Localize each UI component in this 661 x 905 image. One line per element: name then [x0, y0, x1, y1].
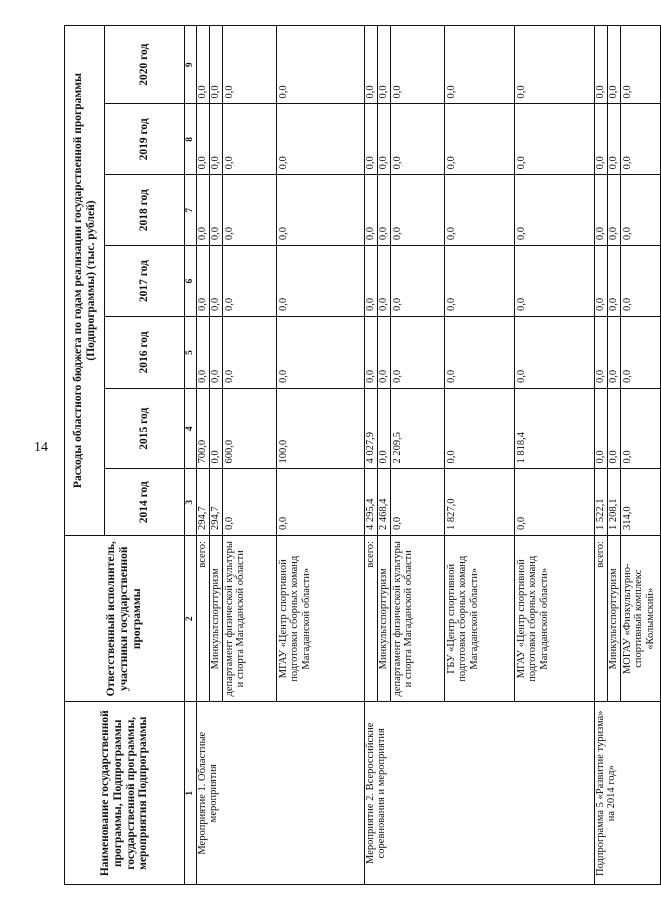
value-cell: 1 522,1	[594, 469, 607, 536]
table-row	[594, 26, 607, 885]
value-cell: 0,0	[607, 175, 620, 246]
value-cell: 0,0	[276, 317, 364, 389]
value-cell: 0,0	[209, 175, 222, 246]
expenses-table-sheet	[64, 25, 657, 885]
col-number-5: 5	[185, 317, 197, 389]
value-cell: 0,0	[377, 26, 390, 104]
value-cell: 0,0	[390, 317, 444, 389]
value-cell: 1 818,4	[514, 388, 594, 469]
executor-cell: департамент физической культуры и спорта Магаданской области	[390, 536, 444, 702]
value-cell: 0,0	[620, 246, 660, 317]
value-cell: 0,0	[620, 317, 660, 389]
col-number-3: 3	[185, 469, 197, 536]
value-cell: 0,0	[222, 317, 276, 389]
value-cell: 0,0	[209, 317, 222, 389]
value-cell: 0,0	[222, 104, 276, 175]
value-cell: 294,7	[196, 469, 209, 536]
executor-cell: МГАУ «Центр спортивной подготовки сборных команд Магаданской области»	[276, 536, 364, 702]
value-cell: 294,7	[209, 469, 222, 536]
value-cell: 0,0	[514, 469, 594, 536]
value-cell: 0,0	[196, 317, 209, 389]
block-name-cell: Мероприятие 1. Областные мероприятия	[196, 702, 364, 885]
header-executor-cell: Ответственный исполнитель, участники государственной программы	[65, 536, 185, 702]
value-cell: 0,0	[276, 175, 364, 246]
value-cell: 0,0	[607, 104, 620, 175]
value-cell: 1 827,0	[444, 469, 514, 536]
value-cell: 0,0	[377, 246, 390, 317]
value-cell: 0,0	[607, 388, 620, 469]
value-cell: 0,0	[594, 175, 607, 246]
value-cell: 0,0	[607, 26, 620, 104]
value-cell: 0,0	[390, 469, 444, 536]
header-year-2015: 2015 год	[105, 388, 185, 469]
value-cell: 0,0	[620, 104, 660, 175]
value-cell: 0,0	[390, 246, 444, 317]
value-cell: 0,0	[514, 104, 594, 175]
value-cell: 0,0	[390, 104, 444, 175]
value-cell: 0,0	[620, 26, 660, 104]
value-cell: 1 208,1	[607, 469, 620, 536]
value-cell: 0,0	[209, 388, 222, 469]
value-cell: 0,0	[444, 246, 514, 317]
value-cell: 0,0	[594, 246, 607, 317]
table-row	[364, 26, 377, 885]
value-cell: 0,0	[620, 388, 660, 469]
value-cell: 0,0	[514, 317, 594, 389]
value-cell: 0,0	[196, 246, 209, 317]
value-cell: 0,0	[276, 26, 364, 104]
header-expenses-title: Расходы областного бюджета по годам реализации государственной программы (Подпрограммы) (тыс. рублей)	[65, 26, 105, 536]
value-cell: 0,0	[377, 388, 390, 469]
executor-cell: Минкультспорттуризм	[209, 536, 222, 702]
col-number-9: 9	[185, 26, 197, 104]
value-cell: 0,0	[209, 246, 222, 317]
executor-cell: Минкультспорттуризм	[607, 536, 620, 702]
value-cell: 0,0	[364, 26, 377, 104]
value-cell: 0,0	[514, 175, 594, 246]
value-cell: 600,0	[222, 388, 276, 469]
col-number-7: 7	[185, 175, 197, 246]
block-name-cell: Подпрограмма 5 «Развитие туризма» на 2014 год»	[594, 702, 660, 885]
value-cell: 0,0	[209, 104, 222, 175]
expenses-table	[64, 25, 661, 885]
table-row	[196, 26, 209, 885]
value-cell: 0,0	[514, 246, 594, 317]
executor-cell: департамент физической культуры и спорта Магаданской области	[222, 536, 276, 702]
value-cell: 0,0	[364, 175, 377, 246]
header-year-2017: 2017 год	[105, 246, 185, 317]
value-cell: 0,0	[209, 26, 222, 104]
executor-cell: всего:	[594, 536, 607, 702]
value-cell: 0,0	[276, 246, 364, 317]
value-cell: 0,0	[196, 26, 209, 104]
value-cell: 0,0	[276, 104, 364, 175]
block-name-cell: Мероприятие 2. Всероссийские соревнования и мероприятия	[364, 702, 594, 885]
header-year-2014: 2014 год	[105, 469, 185, 536]
value-cell: 0,0	[390, 175, 444, 246]
value-cell: 0,0	[594, 317, 607, 389]
value-cell: 0,0	[276, 469, 364, 536]
value-cell: 0,0	[222, 469, 276, 536]
header-year-2016: 2016 год	[105, 317, 185, 389]
value-cell: 0,0	[364, 246, 377, 317]
value-cell: 0,0	[444, 175, 514, 246]
col-number-1: 1	[185, 702, 197, 885]
value-cell: 0,0	[377, 317, 390, 389]
value-cell: 0,0	[222, 246, 276, 317]
page-number: 14	[34, 440, 48, 455]
value-cell: 0,0	[594, 104, 607, 175]
executor-cell: ГБУ «Центр спортивной подготовки сборных команд Магаданской области»	[444, 536, 514, 702]
value-cell: 0,0	[444, 317, 514, 389]
value-cell: 0,0	[607, 317, 620, 389]
col-number-6: 6	[185, 246, 197, 317]
value-cell: 0,0	[620, 175, 660, 246]
value-cell: 0,0	[514, 26, 594, 104]
value-cell: 4 027,9	[364, 388, 377, 469]
col-number-2: 2	[185, 536, 197, 702]
header-year-2019: 2019 год	[105, 104, 185, 175]
value-cell: 0,0	[377, 175, 390, 246]
value-cell: 2 468,4	[377, 469, 390, 536]
executor-cell: Минкультспорттуризм	[377, 536, 390, 702]
value-cell: 0,0	[222, 175, 276, 246]
value-cell: 4 295,4	[364, 469, 377, 536]
value-cell: 0,0	[444, 104, 514, 175]
value-cell: 0,0	[196, 104, 209, 175]
value-cell: 0,0	[607, 246, 620, 317]
header-year-2018: 2018 год	[105, 175, 185, 246]
value-cell: 0,0	[390, 26, 444, 104]
col-number-8: 8	[185, 104, 197, 175]
value-cell: 314,0	[620, 469, 660, 536]
value-cell: 0,0	[444, 388, 514, 469]
col-number-4: 4	[185, 388, 197, 469]
executor-cell: всего:	[196, 536, 209, 702]
executor-cell: всего:	[364, 536, 377, 702]
header-name-cell: Наименование государственной программы, Подпрограммы государственной программы, мероприятия Подпрограммы	[65, 702, 185, 885]
value-cell: 0,0	[196, 175, 209, 246]
header-year-2020: 2020 год	[105, 26, 185, 104]
value-cell: 2 209,5	[390, 388, 444, 469]
value-cell: 0,0	[594, 388, 607, 469]
value-cell: 0,0	[377, 104, 390, 175]
value-cell: 100,0	[276, 388, 364, 469]
executor-cell: МГАУ «Центр спортивной подготовки сборных команд Магаданской области»	[514, 536, 594, 702]
value-cell: 0,0	[594, 26, 607, 104]
value-cell: 0,0	[364, 104, 377, 175]
executor-cell: МОГАУ «Физкультурно-спортивный комплекс «Колымский»	[620, 536, 660, 702]
value-cell: 0,0	[444, 26, 514, 104]
value-cell: 0,0	[364, 317, 377, 389]
value-cell: 0,0	[222, 26, 276, 104]
value-cell: 700,0	[196, 388, 209, 469]
